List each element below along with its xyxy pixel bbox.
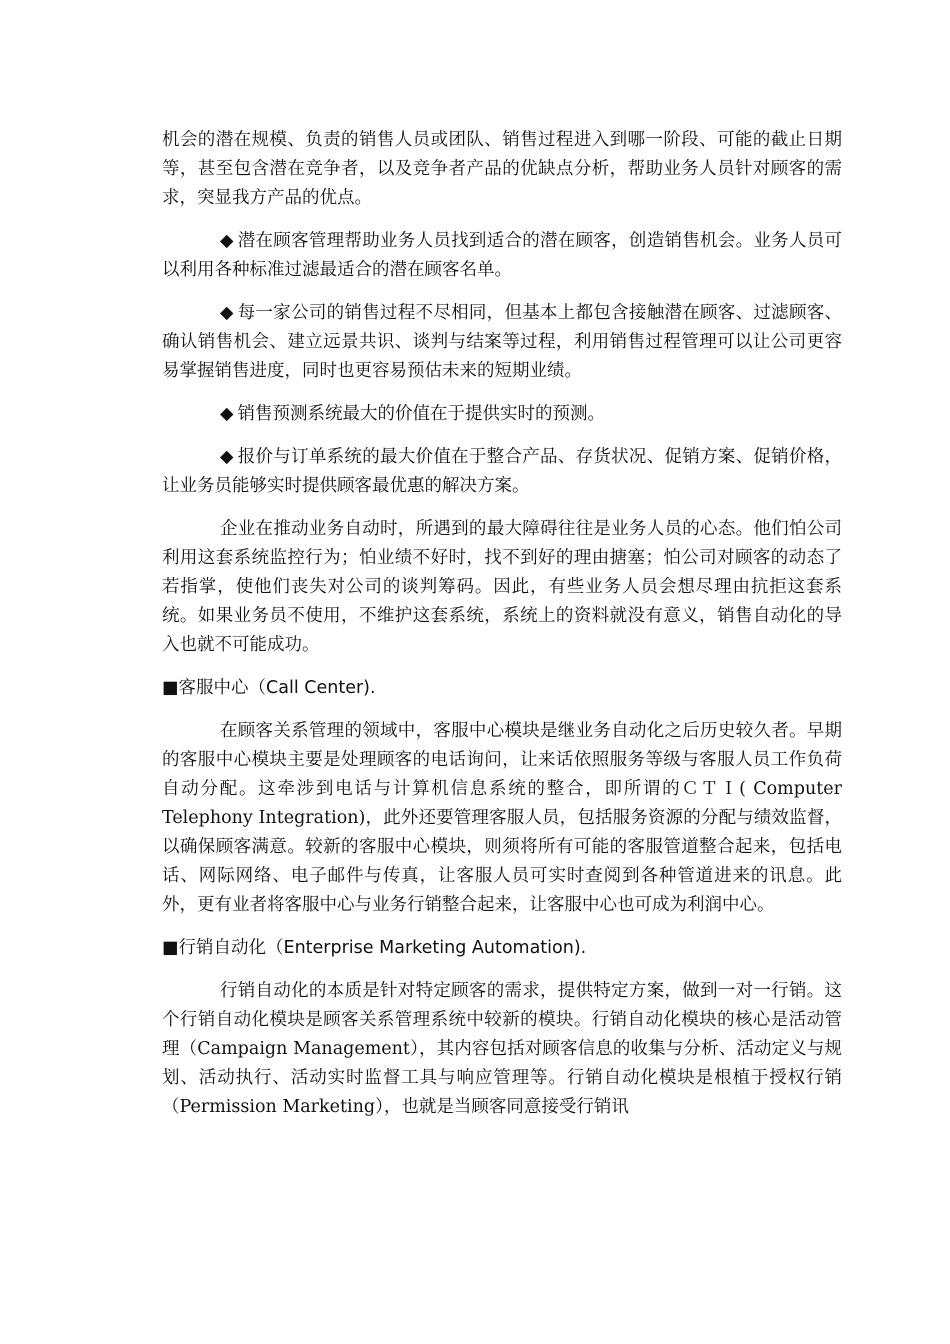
diamond-bullet-icon: ◆ — [220, 303, 234, 323]
bullet-sales-forecast — [162, 400, 842, 429]
diamond-bullet-icon: ◆ — [220, 231, 234, 251]
bullet-sales-process — [162, 299, 842, 386]
diamond-bullet-icon: ◆ — [220, 447, 234, 467]
paragraph-adoption-barrier: 企业在推动业务自动时，所遇到的最大障碍往往是业务人员的心态。他们怕公司利用这套系统监控行为；怕业绩不好时，找不到好的理由搪塞；怕公司对顾客的动态了若指掌，使他们丧失对公司的谈判筹码。因此，有些业务人员会想尽理由抗拒这套系统。如果业务员不使用，不维护这套系统，系统上的资料就没有意义，销售自动化的导入也就不可能成功。 — [162, 519, 842, 655]
paragraph-marketing-automation: 行销自动化的本质是针对特定顾客的需求，提供特定方案，做到一对一行销。这个行销自动化模块是顾客关系管理系统中较新的模块。行销自动化模块的核心是活动管理（Campaign Management），其内容包括对顾客信息的收集与分析、活动定义与规划、活动执行、活动实时监督工具与响应管理等。行销自动化模块是根植于授权行销（Permission Marketing），也就是当顾客同意接受行销讯 — [162, 981, 842, 1117]
paragraph-opportunity-management: 机会的潜在规模、负责的销售人员或团队、销售过程进入到哪一阶段、可能的截止日期等，甚至包含潜在竞争者，以及竞争者产品的优缺点分析，帮助业务人员针对顾客的需求，突显我方产品的优点。 — [162, 130, 842, 208]
document-body — [162, 126, 842, 1136]
bullet-quote-order — [162, 443, 842, 501]
section-heading-call-center: ■客服中心（Call Center). — [162, 678, 376, 698]
diamond-bullet-icon: ◆ — [220, 404, 234, 424]
bullet-lead-management — [162, 227, 842, 285]
bullet-text: 报价与订单系统的最大价值在于整合产品、存货状况、促销方案、促销价格，让业务员能够实时提供顾客最优惠的解决方案。 — [162, 447, 842, 496]
section-heading-marketing-automation: ■行销自动化（Enterprise Marketing Automation). — [162, 938, 587, 958]
paragraph-call-center: 在顾客关系管理的领域中，客服中心模块是继业务自动化之后历史较久者。早期的客服中心模块主要是处理顾客的电话询问，让来话依照服务等级与客服人员工作负荷自动分配。这牵涉到电话与计算机信息系统的整合，即所谓的ＣＴＩ( Computer Telephony Integration)，此外还要管理客服人员，包括服务资源的分配与绩效监督，以确保顾客满意。较新的客服中心模块，则须将所有可能的客服管道整合起来，包括电话、网际网络、电子邮件与传真，让客服人员可实时查阅到各种管道进来的讯息。此外，更有业者将客服中心与业务行销整合起来，让客服中心也可成为利润中心。 — [162, 721, 842, 915]
bullet-text: 每一家公司的销售过程不尽相同，但基本上都包含接触潜在顾客、过滤顾客、确认销售机会、建立远景共识、谈判与结案等过程，利用销售过程管理可以让公司更容易掌握销售进度，同时也更容易预估未来的短期业绩。 — [162, 303, 842, 381]
bullet-text: 潜在顾客管理帮助业务人员找到适合的潜在顾客，创造销售机会。业务人员可以利用各种标准过滤最适合的潜在顾客名单。 — [162, 231, 842, 280]
bullet-text: 销售预测系统最大的价值在于提供实时的预测。 — [237, 404, 605, 424]
